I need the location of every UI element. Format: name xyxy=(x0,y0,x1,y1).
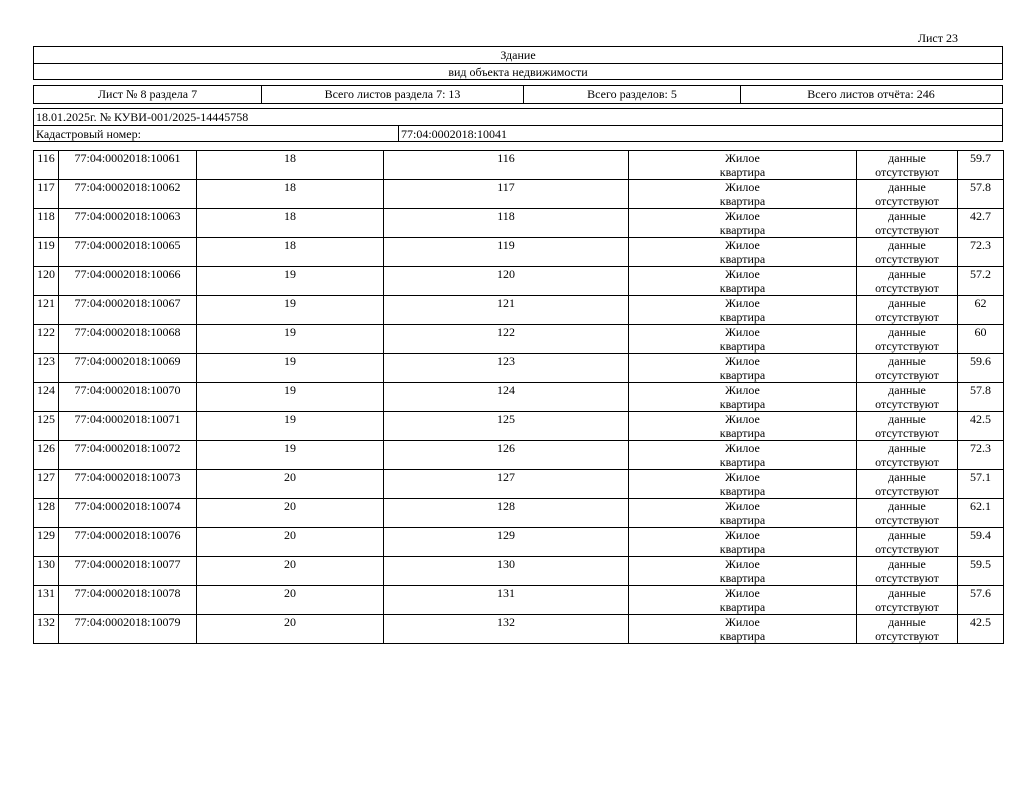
table-row xyxy=(34,267,1004,296)
row-additional-info-line-2: отсутствуют xyxy=(875,571,939,585)
row-premises-type-line-1: Жилое xyxy=(725,267,760,281)
row-number: 125 xyxy=(34,412,59,441)
row-floor: 19 xyxy=(197,267,384,296)
row-cadastral-number: 77:04:0002018:10072 xyxy=(59,441,197,470)
row-premises-type-line-1: Жилое xyxy=(725,557,760,571)
row-room-number: 132 xyxy=(384,615,629,644)
row-additional-info xyxy=(857,296,958,325)
row-additional-info-line-2: отсутствуют xyxy=(875,252,939,266)
row-additional-info-line-2: отсутствуют xyxy=(875,629,939,643)
row-premises-type-line-1: Жилое xyxy=(725,180,760,194)
row-additional-info-line-1: данные xyxy=(888,151,926,165)
row-premises-type-line-2: квартира xyxy=(719,165,766,179)
row-floor: 19 xyxy=(197,325,384,354)
row-area: 42.7 xyxy=(958,209,1004,238)
table-row xyxy=(34,615,1004,644)
row-floor: 20 xyxy=(197,528,384,557)
row-premises-type xyxy=(629,470,857,499)
row-premises-type-line-2: квартира xyxy=(719,426,766,440)
row-area: 42.5 xyxy=(958,615,1004,644)
row-additional-info-line-1: данные xyxy=(888,412,926,426)
row-number: 119 xyxy=(34,238,59,267)
row-premises-type xyxy=(629,557,857,586)
table-row xyxy=(34,441,1004,470)
row-additional-info-line-2: отсутствуют xyxy=(875,223,939,237)
row-area: 59.5 xyxy=(958,557,1004,586)
row-number: 126 xyxy=(34,441,59,470)
row-area: 62.1 xyxy=(958,499,1004,528)
row-additional-info xyxy=(857,180,958,209)
row-cadastral-number: 77:04:0002018:10073 xyxy=(59,470,197,499)
row-room-number: 116 xyxy=(384,151,629,180)
row-premises-type-line-1: Жилое xyxy=(725,238,760,252)
table-row xyxy=(34,325,1004,354)
row-premises-type-line-2: квартира xyxy=(719,368,766,382)
row-premises-type-line-2: квартира xyxy=(719,339,766,353)
row-additional-info xyxy=(857,441,958,470)
row-premises-type-line-1: Жилое xyxy=(725,615,760,629)
cadastral-row xyxy=(34,125,1002,141)
table-row xyxy=(34,557,1004,586)
section-sheets-total: Всего листов раздела 7: 13 xyxy=(261,86,523,103)
row-floor: 19 xyxy=(197,441,384,470)
row-premises-type xyxy=(629,383,857,412)
row-premises-type-line-1: Жилое xyxy=(725,586,760,600)
row-number: 129 xyxy=(34,528,59,557)
row-premises-type-line-2: квартира xyxy=(719,281,766,295)
row-floor: 18 xyxy=(197,209,384,238)
row-floor: 19 xyxy=(197,296,384,325)
row-additional-info-line-1: данные xyxy=(888,267,926,281)
row-area: 57.8 xyxy=(958,180,1004,209)
row-premises-type xyxy=(629,151,857,180)
report-sheets-total: Всего листов отчёта: 246 xyxy=(740,86,1001,103)
row-additional-info-line-1: данные xyxy=(888,325,926,339)
row-number: 121 xyxy=(34,296,59,325)
row-additional-info-line-2: отсутствуют xyxy=(875,194,939,208)
row-premises-type-line-1: Жилое xyxy=(725,209,760,223)
row-number: 116 xyxy=(34,151,59,180)
object-kind: Здание xyxy=(500,48,536,62)
cadastral-value: 77:04:0002018:10041 xyxy=(401,127,508,141)
row-area: 59.7 xyxy=(958,151,1004,180)
row-cadastral-number: 77:04:0002018:10070 xyxy=(59,383,197,412)
row-cadastral-number: 77:04:0002018:10078 xyxy=(59,586,197,615)
row-additional-info-line-2: отсутствуют xyxy=(875,484,939,498)
row-additional-info xyxy=(857,528,958,557)
row-area: 42.5 xyxy=(958,412,1004,441)
row-cadastral-number: 77:04:0002018:10061 xyxy=(59,151,197,180)
row-floor: 19 xyxy=(197,354,384,383)
premises-table xyxy=(33,150,1004,644)
row-cadastral-number: 77:04:0002018:10077 xyxy=(59,557,197,586)
row-premises-type-line-2: квартира xyxy=(719,513,766,527)
sections-total: Всего разделов: 5 xyxy=(523,86,740,103)
row-premises-type xyxy=(629,586,857,615)
row-additional-info-line-2: отсутствуют xyxy=(875,310,939,324)
row-additional-info-line-2: отсутствуют xyxy=(875,542,939,556)
row-premises-type-line-2: квартира xyxy=(719,484,766,498)
row-premises-type-line-2: квартира xyxy=(719,310,766,324)
row-premises-type-line-2: квартира xyxy=(719,223,766,237)
row-premises-type-line-1: Жилое xyxy=(725,441,760,455)
row-additional-info-line-1: данные xyxy=(888,238,926,252)
table-row xyxy=(34,470,1004,499)
row-room-number: 123 xyxy=(384,354,629,383)
row-room-number: 118 xyxy=(384,209,629,238)
row-premises-type-line-1: Жилое xyxy=(725,354,760,368)
row-additional-info-line-2: отсутствуют xyxy=(875,281,939,295)
row-additional-info xyxy=(857,209,958,238)
row-area: 72.3 xyxy=(958,441,1004,470)
row-additional-info-line-1: данные xyxy=(888,528,926,542)
row-floor: 20 xyxy=(197,557,384,586)
row-number: 131 xyxy=(34,586,59,615)
row-additional-info-line-1: данные xyxy=(888,354,926,368)
table-row xyxy=(34,209,1004,238)
row-cadastral-number: 77:04:0002018:10063 xyxy=(59,209,197,238)
row-premises-type xyxy=(629,499,857,528)
row-number: 117 xyxy=(34,180,59,209)
sheet-number: Лист 23 xyxy=(917,31,958,45)
object-title-block xyxy=(33,46,1003,80)
row-premises-type xyxy=(629,209,857,238)
row-premises-type xyxy=(629,412,857,441)
row-additional-info-line-2: отсутствуют xyxy=(875,600,939,614)
table-row xyxy=(34,354,1004,383)
row-room-number: 127 xyxy=(384,470,629,499)
row-additional-info-line-1: данные xyxy=(888,180,926,194)
row-number: 123 xyxy=(34,354,59,383)
row-premises-type-line-1: Жилое xyxy=(725,528,760,542)
row-additional-info-line-2: отсутствуют xyxy=(875,397,939,411)
row-additional-info-line-2: отсутствуют xyxy=(875,426,939,440)
row-floor: 18 xyxy=(197,151,384,180)
row-floor: 20 xyxy=(197,615,384,644)
row-number: 132 xyxy=(34,615,59,644)
row-additional-info xyxy=(857,615,958,644)
row-number: 130 xyxy=(34,557,59,586)
row-premises-type-line-1: Жилое xyxy=(725,383,760,397)
row-floor: 19 xyxy=(197,412,384,441)
registration-date-number: 18.01.2025г. № КУВИ-001/2025-14445758 xyxy=(36,110,249,124)
row-additional-info-line-2: отсутствуют xyxy=(875,368,939,382)
row-additional-info xyxy=(857,499,958,528)
row-additional-info xyxy=(857,354,958,383)
premises-table-body xyxy=(34,151,1004,644)
row-cadastral-number: 77:04:0002018:10074 xyxy=(59,499,197,528)
row-premises-type-line-2: квартира xyxy=(719,194,766,208)
row-additional-info-line-1: данные xyxy=(888,296,926,310)
row-area: 59.4 xyxy=(958,528,1004,557)
row-floor: 20 xyxy=(197,586,384,615)
row-additional-info xyxy=(857,267,958,296)
row-additional-info xyxy=(857,151,958,180)
row-room-number: 117 xyxy=(384,180,629,209)
row-additional-info-line-1: данные xyxy=(888,615,926,629)
row-premises-type-line-1: Жилое xyxy=(725,325,760,339)
row-premises-type-line-2: квартира xyxy=(719,455,766,469)
row-number: 120 xyxy=(34,267,59,296)
row-room-number: 124 xyxy=(384,383,629,412)
row-additional-info xyxy=(857,325,958,354)
row-area: 57.6 xyxy=(958,586,1004,615)
row-number: 127 xyxy=(34,470,59,499)
row-premises-type xyxy=(629,267,857,296)
row-additional-info-line-1: данные xyxy=(888,586,926,600)
row-additional-info xyxy=(857,557,958,586)
row-additional-info xyxy=(857,238,958,267)
row-cadastral-number: 77:04:0002018:10062 xyxy=(59,180,197,209)
table-row xyxy=(34,296,1004,325)
row-cadastral-number: 77:04:0002018:10076 xyxy=(59,528,197,557)
row-additional-info xyxy=(857,470,958,499)
table-row xyxy=(34,180,1004,209)
row-cadastral-number: 77:04:0002018:10067 xyxy=(59,296,197,325)
table-row xyxy=(34,151,1004,180)
row-floor: 18 xyxy=(197,238,384,267)
row-additional-info-line-1: данные xyxy=(888,499,926,513)
row-area: 57.2 xyxy=(958,267,1004,296)
row-premises-type-line-2: квартира xyxy=(719,571,766,585)
row-premises-type xyxy=(629,615,857,644)
row-room-number: 121 xyxy=(384,296,629,325)
row-premises-type-line-2: квартира xyxy=(719,600,766,614)
row-additional-info-line-1: данные xyxy=(888,470,926,484)
row-premises-type-line-1: Жилое xyxy=(725,470,760,484)
row-room-number: 126 xyxy=(384,441,629,470)
table-row xyxy=(34,586,1004,615)
table-row xyxy=(34,412,1004,441)
row-cadastral-number: 77:04:0002018:10071 xyxy=(59,412,197,441)
row-additional-info-line-1: данные xyxy=(888,383,926,397)
row-room-number: 119 xyxy=(384,238,629,267)
table-row xyxy=(34,383,1004,412)
cadastral-label: Кадастровый номер: xyxy=(34,126,399,141)
row-room-number: 129 xyxy=(384,528,629,557)
row-additional-info-line-1: данные xyxy=(888,441,926,455)
table-row xyxy=(34,499,1004,528)
row-number: 118 xyxy=(34,209,59,238)
sheet-of-section: Лист № 8 раздела 7 xyxy=(97,87,198,101)
row-area: 57.8 xyxy=(958,383,1004,412)
row-cadastral-number: 77:04:0002018:10065 xyxy=(59,238,197,267)
object-kind-caption: вид объекта недвижимости xyxy=(34,63,1002,79)
row-additional-info xyxy=(857,412,958,441)
row-area: 60 xyxy=(958,325,1004,354)
table-row xyxy=(34,238,1004,267)
row-additional-info-line-2: отсутствуют xyxy=(875,455,939,469)
row-premises-type-line-2: квартира xyxy=(719,542,766,556)
row-room-number: 125 xyxy=(384,412,629,441)
row-premises-type-line-1: Жилое xyxy=(725,499,760,513)
row-additional-info-line-1: данные xyxy=(888,209,926,223)
row-additional-info-line-2: отсутствуют xyxy=(875,165,939,179)
row-premises-type-line-1: Жилое xyxy=(725,412,760,426)
row-additional-info-line-2: отсутствуют xyxy=(875,339,939,353)
row-premises-type xyxy=(629,441,857,470)
row-premises-type-line-1: Жилое xyxy=(725,296,760,310)
row-room-number: 130 xyxy=(384,557,629,586)
row-premises-type xyxy=(629,238,857,267)
row-floor: 18 xyxy=(197,180,384,209)
row-room-number: 131 xyxy=(384,586,629,615)
row-premises-type xyxy=(629,528,857,557)
row-premises-type-line-2: квартира xyxy=(719,252,766,266)
row-premises-type xyxy=(629,325,857,354)
row-number: 124 xyxy=(34,383,59,412)
row-area: 72.3 xyxy=(958,238,1004,267)
sheet-info-block xyxy=(33,85,1003,104)
row-additional-info xyxy=(857,383,958,412)
row-premises-type-line-1: Жилое xyxy=(725,151,760,165)
row-cadastral-number: 77:04:0002018:10079 xyxy=(59,615,197,644)
row-number: 122 xyxy=(34,325,59,354)
row-room-number: 128 xyxy=(384,499,629,528)
row-number: 128 xyxy=(34,499,59,528)
row-additional-info-line-2: отсутствуют xyxy=(875,513,939,527)
row-cadastral-number: 77:04:0002018:10066 xyxy=(59,267,197,296)
row-room-number: 120 xyxy=(384,267,629,296)
row-area: 57.1 xyxy=(958,470,1004,499)
row-additional-info-line-1: данные xyxy=(888,557,926,571)
row-premises-type xyxy=(629,180,857,209)
row-premises-type-line-2: квартира xyxy=(719,397,766,411)
row-premises-type xyxy=(629,354,857,383)
row-cadastral-number: 77:04:0002018:10069 xyxy=(59,354,197,383)
row-room-number: 122 xyxy=(384,325,629,354)
row-floor: 20 xyxy=(197,499,384,528)
row-premises-type xyxy=(629,296,857,325)
row-additional-info xyxy=(857,586,958,615)
row-cadastral-number: 77:04:0002018:10068 xyxy=(59,325,197,354)
registration-block xyxy=(33,108,1003,142)
table-row xyxy=(34,528,1004,557)
row-floor: 20 xyxy=(197,470,384,499)
row-floor: 19 xyxy=(197,383,384,412)
row-area: 62 xyxy=(958,296,1004,325)
row-premises-type-line-2: квартира xyxy=(719,629,766,643)
row-area: 59.6 xyxy=(958,354,1004,383)
